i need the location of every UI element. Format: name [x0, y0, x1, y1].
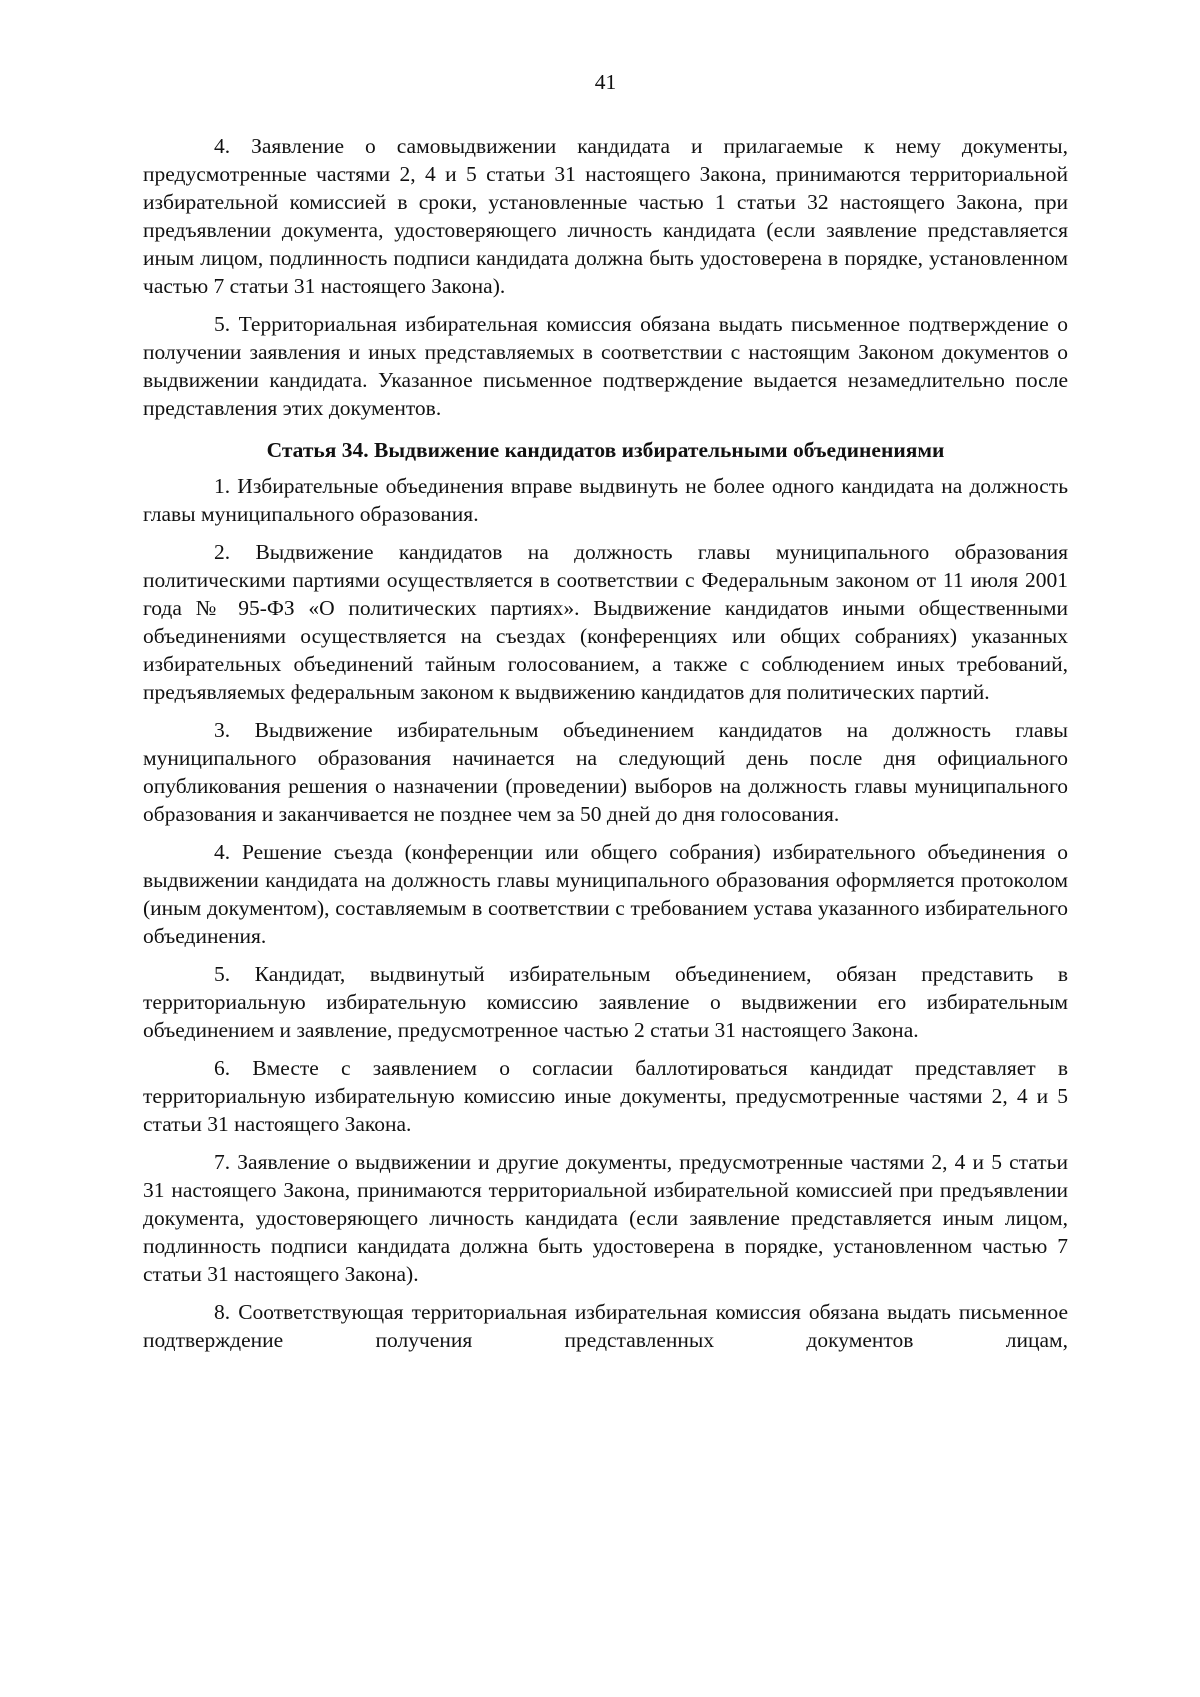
paragraph-4: 4. Заявление о самовыдвижении кандидата и прилагаемые к нему документы, предусмотренные частями 2, 4 и 5 статьи 31 настоящего Закона, принимаются территориальной избирательной комиссией в сроки, установленные частью 1 статьи 32 настоящего Закона, при предъявлении документа, удостоверяющего личность кандидата (если заявление представляется иным лицом, подлинность подписи кандидата должна быть удостоверена в порядке, установленном частью 7 статьи 31 настоящего Закона).	[143, 134, 1068, 298]
article-paragraph-6: 6. Вместе с заявлением о согласии баллотироваться кандидат представляет в территориальную избирательную комиссию иные документы, предусмотренные частями 2, 4 и 5 статьи 31 настоящего Закона.	[143, 1056, 1068, 1136]
article-paragraph-4: 4. Решение съезда (конференции или общего собрания) избирательного объединения о выдвижении кандидата на должность главы муниципального образования оформляется протоколом (иным документом), составляемым в соответствии с требованием устава указанного избирательного объединения.	[143, 840, 1068, 948]
article-paragraph-5: 5. Кандидат, выдвинутый избирательным объединением, обязан представить в территориальную избирательную комиссию заявление о выдвижении его избирательным объединением и заявление, предусмотренное частью 2 статьи 31 настоящего Закона.	[143, 962, 1068, 1042]
paragraph-5: 5. Территориальная избирательная комиссия обязана выдать письменное подтверждение о получении заявления и иных представляемых в соответствии с настоящим Законом документов о выдвижении кандидата. Указанное письменное подтверждение выдается незамедлительно после представления этих документов.	[143, 312, 1068, 420]
article-paragraph-1: 1. Избирательные объединения вправе выдвинуть не более одного кандидата на должность главы муниципального образования.	[143, 474, 1068, 526]
article-heading: Статья 34. Выдвижение кандидатов избирательными объединениями	[266, 438, 945, 462]
page-number: 41	[594, 70, 617, 94]
article-paragraph-3: 3. Выдвижение избирательным объединением кандидатов на должность главы муниципального образования начинается на следующий день после дня официального опубликования решения о назначении (проведении) выборов на должность главы муниципального образования и заканчивается не позднее чем за 50 дней до дня голосования.	[143, 718, 1068, 826]
article-paragraph-2: 2. Выдвижение кандидатов на должность главы муниципального образования политическими партиями осуществляется в соответствии с Федеральным законом от 11 июля 2001 года № 95-ФЗ «О политических партиях». Выдвижение кандидатов иными общественными объединениями осуществляется на съездах (конференциях или общих собраниях) указанных избирательных объединений тайным голосованием, а также с соблюдением иных требований, предъявляемых федеральным законом к выдвижению кандидатов для политических партий.	[143, 540, 1068, 704]
article-paragraph-7: 7. Заявление о выдвижении и другие документы, предусмотренные частями 2, 4 и 5 статьи 31 настоящего Закона, принимаются территориальной избирательной комиссией при предъявлении документа, удостоверяющего личность кандидата (если заявление представляется иным лицом, подлинность подписи кандидата должна быть удостоверена в порядке, установленном частью 7 статьи 31 настоящего Закона).	[143, 1150, 1068, 1286]
article-paragraph-8: 8. Соответствующая территориальная избирательная комиссия обязана выдать письменное подтверждение получения представленных документов лицам,	[143, 1300, 1068, 1352]
